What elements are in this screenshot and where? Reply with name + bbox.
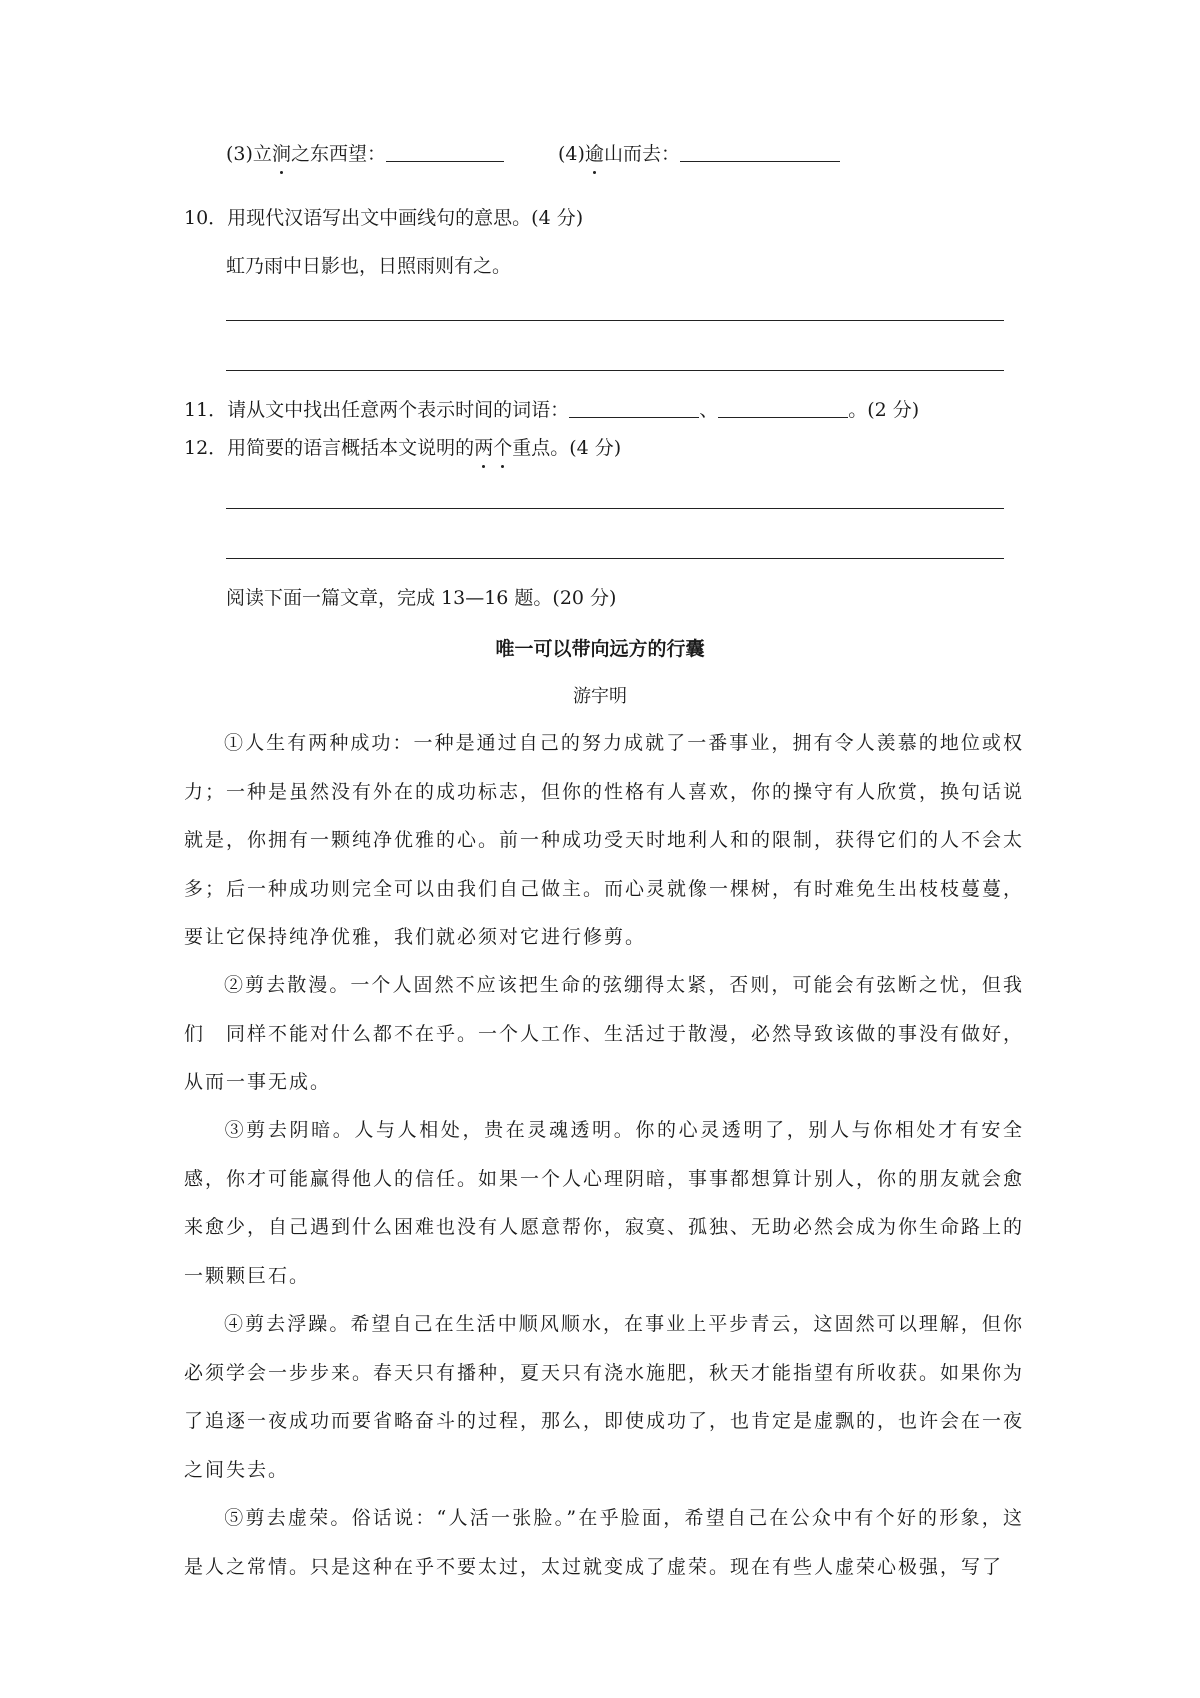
answer-line[interactable] [226,558,1004,559]
emphasis-dot-char: 涧 [271,143,291,165]
q11-line: 11．请从文中找出任意两个表示时间的词语： 、 。(2 分) [184,399,920,421]
article-paragraph-4: ④剪去浮躁。希望自己在生活中顺风顺水，在事业上平步青云，这固然可以理解，但你必须学会一步步来。春天只有播种，夏天只有浇水施肥，秋天才能指望有所收获。如果你为了追逐一夜成功而要省略奋斗的过程，那么，即使成功了，也肯定是虚飘的，也许会在一夜之间失去。 [184,1313,1025,1481]
answer-line[interactable] [226,320,1004,321]
article-paragraph-5: ⑤剪去虚荣。俗话说：“人活一张脸。”在乎脸面，希望自己在公众中有个好的形象，这是人之常情。只是这种在乎不要太过，太过就变成了虚荣。现在有些人虚荣心极强，写了 [184,1507,1024,1578]
q9-item-3: (3)立涧之东西望： [226,142,504,166]
article-title: 唯一可以带向远方的行囊 [495,638,705,660]
q9-item-4: (4)逾山而去： [558,142,840,166]
article-paragraph-1: ①人生有两种成功：一种是通过自己的努力成就了一番事业，拥有令人羡慕的地位或权力；一种是虽然没有外在的成功标志，但你的性格有人喜欢，你的操守有人欣赏，换句话说就是，你拥有一颗纯净优雅的心。前一种成功受天时地利人和的限制，获得它们的人不会太多；后一种成功则完全可以由我们自己做主。而心灵就像一棵树，有时难免生出枝枝蔓蔓，要让它保持纯净优雅，我们就必须对它进行修剪。 [184,732,1025,948]
reading-instruction: 阅读下面一篇文章，完成 13—16 题。(20 分) [226,587,617,609]
emphasis-dot-char: 逾 [584,143,604,165]
article-author: 游宇明 [573,686,627,707]
article-paragraph-3: ③剪去阴暗。人与人相处，贵在灵魂透明。你的心灵透明了，别人与你相处才有安全感，你才可能赢得他人的信任。如果一个人心理阴暗，事事都想算计别人，你的朋友就会愈来愈少，自己遇到什么困难也没有人愿意帮你，寂寞、孤独、无助必然会成为你生命路上的一颗颗巨石。 [184,1119,1025,1287]
emphasis-dot-char: 两 [474,437,494,459]
answer-blank[interactable] [680,143,840,162]
q12-stem: 12．用简要的语言概括本文说明的两个重点。(4 分) [184,437,622,459]
answer-line[interactable] [226,370,1004,371]
answer-line[interactable] [226,508,1004,509]
q10-stem: 10．用现代汉语写出文中画线句的意思。(4 分) [184,207,584,229]
q10-sentence: 虹乃雨中日影也，日照雨则有之。 [226,255,512,277]
answer-blank[interactable] [569,399,699,418]
emphasis-dot-char: 个 [493,437,513,459]
article-paragraph-2: ②剪去散漫。一个人固然不应该把生命的弦绷得太紧，否则，可能会有弦断之忧，但我们 同样不能对什么都不在乎。一个人工作、生活过于散漫，必然导致该做的事没有做好，从而一事无成。 [184,974,1025,1093]
answer-blank[interactable] [386,143,504,162]
answer-blank[interactable] [718,399,848,418]
